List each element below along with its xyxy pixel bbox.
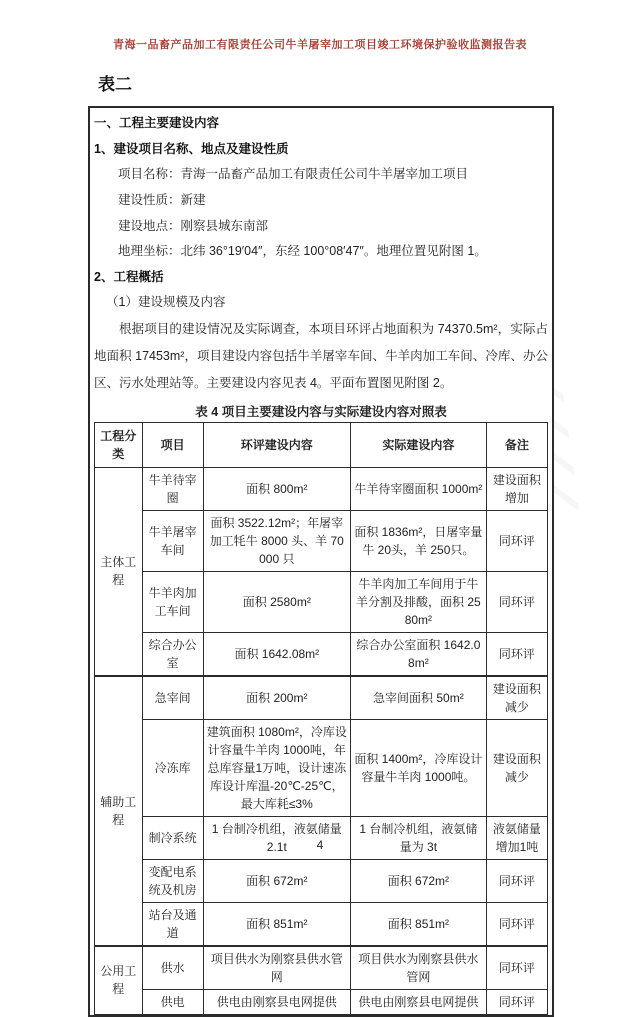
overview-paragraph: 根据项目的建设情况及实际调查，本项目环评占地面积为 74370.5m²，实际占地面积 17453m²，项目建设内容包括牛羊屠宰车间、牛羊肉加工车间、冷库、办公区、污水处理站等。主要建设内容见表 4。平面布置图见附图 2。 — [94, 322, 548, 390]
group-cell-main-works: 主体工程 — [95, 467, 143, 676]
section-heading: 一、工程主要建设内容 — [94, 116, 220, 130]
scale-content-item: （1）建设规模及内容 — [106, 295, 226, 310]
cell-actual-content: 牛羊肉加工车间用于牛羊分割及排酸，面积 2580m² — [350, 571, 486, 632]
cell-eia-content: 面积 200m² — [203, 676, 350, 720]
col-header-category: 工程分类 — [95, 422, 143, 467]
cell-project: 牛羊屠宰车间 — [142, 510, 203, 571]
table-row — [95, 510, 548, 571]
cell-actual-content: 面积 1400m²，冷库设计容量牛羊肉 1000吨。 — [350, 719, 486, 816]
cell-project: 冷冻库 — [142, 719, 203, 816]
cell-actual-content: 综合办公室面积 1642.08m² — [350, 632, 486, 676]
cell-project: 制冷系统 — [142, 816, 203, 859]
table-row — [95, 902, 548, 946]
cell-remark: 建设面积减少 — [486, 676, 547, 720]
cell-project: 站台及通道 — [142, 902, 203, 946]
cell-actual-content: 面积 672m² — [350, 859, 486, 902]
cell-eia-content: 供电由刚察县电网提供 — [203, 989, 350, 1014]
page-number: 4 — [316, 838, 324, 852]
cell-project: 牛羊待宰圈 — [142, 467, 203, 510]
project-name-line: 项目名称：青海一品畜产品加工有限责任公司牛羊屠宰加工项目 — [118, 167, 469, 182]
subsection1-heading: 1、建设项目名称、地点及建设性质 — [94, 141, 289, 156]
cell-actual-content: 面积 851m² — [350, 902, 486, 946]
cell-eia-content: 面积 1642.08m² — [203, 632, 350, 676]
table-row — [95, 571, 548, 632]
cell-eia-content: 面积 2580m² — [203, 571, 350, 632]
cell-remark: 建设面积减少 — [486, 719, 547, 816]
cell-eia-content: 面积 800m² — [203, 467, 350, 510]
cell-remark: 同环评 — [486, 632, 547, 676]
col-header-actual-content: 实际建设内容 — [350, 422, 486, 467]
table-row — [95, 632, 548, 676]
table4-header-row — [95, 422, 548, 467]
table-row — [95, 467, 548, 510]
cell-eia-content: 项目供水为刚察县供水管网 — [203, 946, 350, 990]
cell-remark: 同环评 — [486, 946, 547, 990]
construction-location-line: 建设地点：刚察县城东南部 — [118, 218, 269, 233]
cell-remark: 同环评 — [486, 902, 547, 946]
cell-project: 牛羊肉加工车间 — [142, 571, 203, 632]
table-row — [95, 676, 548, 720]
cell-eia-content: 1 台制冷机组，液氨储量 2.1t — [203, 816, 350, 859]
table-row — [95, 859, 548, 902]
cell-actual-content: 牛羊待宰圈面积 1000m² — [350, 467, 486, 510]
col-header-remark: 备注 — [486, 422, 547, 467]
cell-remark: 同环评 — [486, 859, 547, 902]
construction-nature-line: 建设性质：新建 — [118, 192, 206, 207]
cell-actual-content: 急宰间面积 50m² — [350, 676, 486, 720]
cell-project: 综合办公室 — [142, 632, 203, 676]
cell-actual-content: 面积 1836m²，日屠宰量牛 20头，羊 250只。 — [350, 510, 486, 571]
cell-project: 供水 — [142, 946, 203, 990]
table-row — [95, 719, 548, 816]
cell-actual-content: 项目供水为刚察县供水管网 — [350, 946, 486, 990]
cell-remark: 建设面积增加 — [486, 467, 547, 510]
group-cell-public-works: 公用工程 — [95, 946, 143, 1015]
col-header-eia-content: 环评建设内容 — [203, 422, 350, 467]
document-header-title: 青海一品畜产品加工有限责任公司牛羊屠宰加工项目竣工环境保护验收监测报告表 — [113, 39, 527, 51]
table-two-label: 表二 — [98, 75, 132, 94]
cell-actual-content: 供电由刚察县电网提供 — [350, 989, 486, 1014]
content-box — [88, 106, 554, 1017]
cell-project: 变配电系统及机房 — [142, 859, 203, 902]
cell-remark: 同环评 — [486, 510, 547, 571]
cell-actual-content: 1 台制冷机组，液氨储量为 3t — [350, 816, 486, 859]
cell-remark: 同环评 — [486, 571, 547, 632]
cell-remark: 同环评 — [486, 989, 547, 1014]
cell-eia-content: 面积 851m² — [203, 902, 350, 946]
table4-title: 表 4 项目主要建设内容与实际建设内容对照表 — [195, 404, 447, 419]
cell-eia-content: 面积 672m² — [203, 859, 350, 902]
group-cell-auxiliary-works: 辅助工程 — [95, 676, 143, 946]
table-row — [95, 989, 548, 1014]
cell-remark: 液氨储量增加1吨 — [486, 816, 547, 859]
cell-eia-content: 建筑面积 1080m²，冷库设计容量牛羊肉 1000吨，年总库容量1万吨，设计速冻库设计库温-20℃-25℃，最大库耗≤3% — [203, 719, 350, 816]
col-header-project: 项目 — [142, 422, 203, 467]
cell-project: 供电 — [142, 989, 203, 1014]
geographic-coordinates-line: 地理坐标：北纬 36°19′04″，东经 100°08′47″。地理位置见附图 1。 — [118, 244, 487, 259]
table-row — [95, 946, 548, 990]
cell-project: 急宰间 — [142, 676, 203, 720]
cell-eia-content: 面积 3522.12m²；年屠宰加工牦牛 8000 头、羊 70000 只 — [203, 510, 350, 571]
subsection2-heading: 2、工程概括 — [94, 269, 164, 284]
table4 — [94, 422, 548, 1015]
